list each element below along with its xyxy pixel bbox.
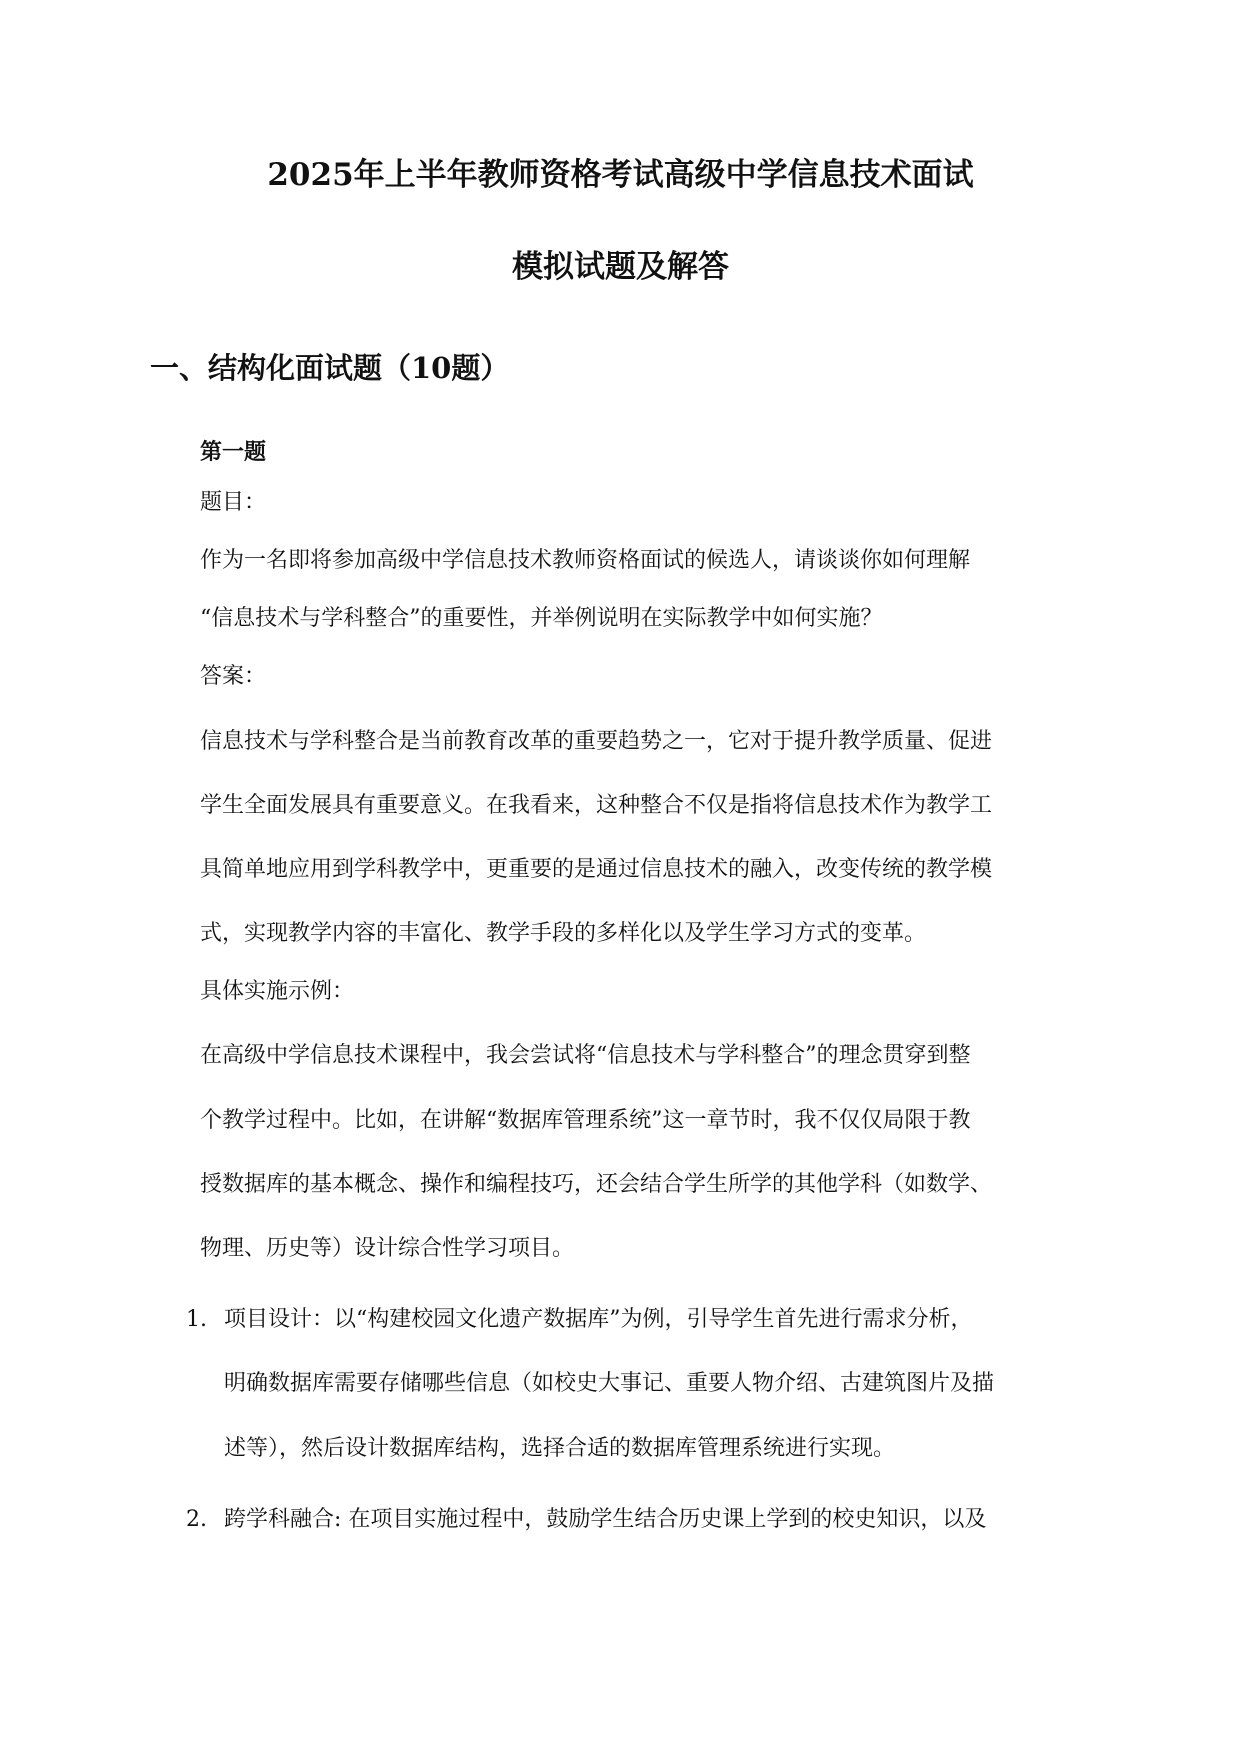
list-item-number: 2.	[186, 1507, 207, 1532]
answer-line: 具简单地应用到学科教学中，更重要的是通过信息技术的融入，改变传统的教学模	[200, 857, 993, 882]
document-title-line-1: 2025年上半年教师资格考试高级中学信息技术面试	[267, 157, 974, 193]
topic-line: “信息技术与学科整合”的重要性，并举例说明在实际教学中如何实施？	[200, 606, 883, 631]
topic-label: 题目：	[200, 490, 267, 515]
question-heading: 第一题	[200, 439, 267, 465]
example-line: 物理、历史等）设计综合性学习项目。	[200, 1236, 575, 1261]
topic-line: 作为一名即将参加高级中学信息技术教师资格面试的候选人，请谈谈你如何理解	[200, 548, 971, 573]
example-line: 个教学过程中。比如，在讲解“数据库管理系统”这一章节时，我不仅仅局限于教	[200, 1108, 971, 1133]
section-heading: 一、结构化面试题（10题）	[150, 351, 510, 385]
answer-line: 式，实现教学内容的丰富化、教学手段的多样化以及学生学习方式的变革。	[200, 921, 927, 946]
list-item-number: 1.	[186, 1307, 207, 1332]
example-label: 具体实施示例：	[200, 979, 355, 1004]
list-item-line: 跨学科融合: 在项目实施过程中，鼓励学生结合历史课上学到的校史知识，以及	[224, 1507, 987, 1532]
list-item-line: 明确数据库需要存储哪些信息（如校史大事记、重要人物介绍、古建筑图片及描	[224, 1371, 995, 1396]
example-line: 在高级中学信息技术课程中，我会尝试将“信息技术与学科整合”的理念贯穿到整	[200, 1043, 971, 1068]
list-item-line: 述等），然后设计数据库结构，选择合适的数据库管理系统进行实现。	[224, 1436, 896, 1461]
example-line: 授数据库的基本概念、操作和编程技巧，还会结合学生所学的其他学科（如数学、	[200, 1172, 993, 1197]
list-item-line: 项目设计：以“构建校园文化遗产数据库”为例，引导学生首先进行需求分析，	[224, 1307, 973, 1332]
answer-line: 信息技术与学科整合是当前教育改革的重要趋势之一，它对于提升教学质量、促进	[200, 729, 993, 754]
answer-label: 答案：	[200, 664, 267, 689]
answer-line: 学生全面发展具有重要意义。在我看来，这种整合不仅是指将信息技术作为教学工	[200, 793, 993, 818]
document-title-line-2: 模拟试题及解答	[512, 249, 729, 285]
